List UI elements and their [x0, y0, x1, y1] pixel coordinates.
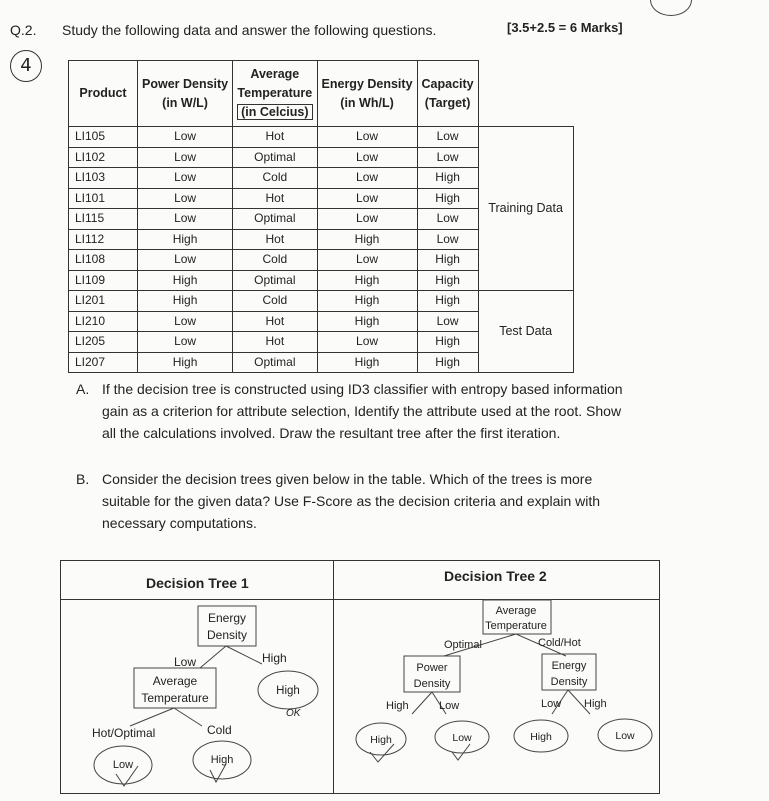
header-power-density: Power Density (in W/L) [138, 61, 233, 127]
table-row: LI108 Low Cold Low High [69, 250, 574, 271]
part-a-label: A. [76, 381, 90, 397]
table-row: LI105 Low Hot Low Low Training Data [69, 127, 574, 148]
tree2-edge-coldhot-label: Cold/Hot [538, 637, 581, 649]
tree1-edge-hotopt-label: Hot/Optimal [92, 726, 156, 740]
tree1-edge-high [226, 646, 262, 664]
tree1-leaf-high-label: High [276, 685, 300, 697]
table-row: LI103 Low Cold Low High [69, 168, 574, 189]
table-row: LI210 Low Hot High Low [69, 311, 574, 332]
tree1-edge-high-label: High [262, 651, 287, 665]
header-capacity: Capacity (Target) [417, 61, 478, 127]
tree1-temp-label-1: Average [152, 674, 198, 688]
training-data-label: Training Data [478, 127, 573, 291]
tree1-edge-low-label: Low [174, 655, 197, 669]
table-row: LI201 High Cold High High Test Data [69, 291, 574, 312]
table-row: LI109 High Optimal High High [69, 270, 574, 291]
tree1-root-label-2: Density [206, 628, 248, 642]
tree2-root-label-1: Average [495, 605, 537, 617]
tree2-root-label-2: Temperature [485, 620, 547, 632]
tree1-edge-low [200, 646, 226, 668]
part-b-line1: Consider the decision trees given below in the table. Which of the trees is more [102, 471, 593, 487]
tree1-edge-hotopt [130, 708, 174, 726]
table-row: LI101 Low Hot Low High [69, 188, 574, 209]
circled-score: 4 [10, 50, 42, 82]
decision-tree-1-title: Decision Tree 1 [146, 575, 249, 591]
table-row: LI112 High Hot High Low [69, 229, 574, 250]
tree2-edge-high [412, 692, 432, 714]
tree2-edge-optimal-label: Optimal [444, 639, 482, 651]
tree2-edge-low-label: Low [439, 700, 460, 712]
table-row: LI205 Low Hot Low High [69, 332, 574, 353]
tree2-edge-high2-label: High [584, 698, 607, 710]
tree1-edge-cold-label: Cold [207, 723, 232, 737]
tree2-power-label-2: Density [413, 678, 451, 690]
tree2-check-icon-1 [370, 744, 394, 762]
tree1-temp-label-2: Temperature [141, 691, 209, 705]
part-b-line3: necessary computations. [102, 515, 257, 531]
header-average-temperature: Average Temperature (in Celcius) [233, 61, 317, 127]
question-text: Study the following data and answer the following questions. [62, 22, 437, 38]
test-data-label: Test Data [478, 291, 573, 373]
tree2-energy-label-1: Energy [551, 660, 587, 672]
question-number: Q.2. [10, 22, 37, 38]
tree2-leaf-4-label: Low [615, 730, 635, 742]
table-row: LI102 Low Optimal Low Low [69, 147, 574, 168]
tree2-power-label-1: Power [416, 662, 448, 674]
tree1-root-label-1: Energy [207, 611, 247, 625]
part-b-label: B. [76, 471, 90, 487]
part-b-line2: suitable for the given data? Use F-Score as the decision criteria and explain with [102, 493, 601, 509]
table-row: LI207 High Optimal High High [69, 352, 574, 373]
decision-tree-2-title: Decision Tree 2 [444, 568, 547, 584]
tree1-edge-cold [174, 708, 202, 726]
marks-label: [3.5+2.5 = 6 Marks] [507, 20, 623, 35]
part-a-line3: all the calculations involved. Draw the resultant tree after the first iteration. [102, 425, 561, 441]
table-row: LI115 Low Optimal Low Low [69, 209, 574, 230]
tree1-leaf-high2-label: High [210, 754, 234, 766]
tree2-edge-low2-label: Low [541, 698, 562, 710]
tree2-energy-label-2: Density [550, 676, 588, 688]
header-product: Product [69, 61, 138, 127]
tree2-leaf-1-label: High [370, 734, 392, 746]
tree2-edge-high-label: High [386, 700, 409, 712]
tree2-leaf-3-label: High [530, 731, 552, 743]
tree2-leaf-2-label: Low [452, 732, 472, 744]
tree1-handwritten-mark: OK [286, 708, 301, 719]
part-a-line1: If the decision tree is constructed using ID3 classifier with entropy based information [102, 381, 623, 397]
header-energy-density: Energy Density (in Wh/L) [317, 61, 417, 127]
part-a-line2: gain as a criterion for attribute selection, Identify the attribute used at the root. Show [102, 403, 622, 419]
tree1-leaf-low-label: Low [112, 759, 134, 771]
